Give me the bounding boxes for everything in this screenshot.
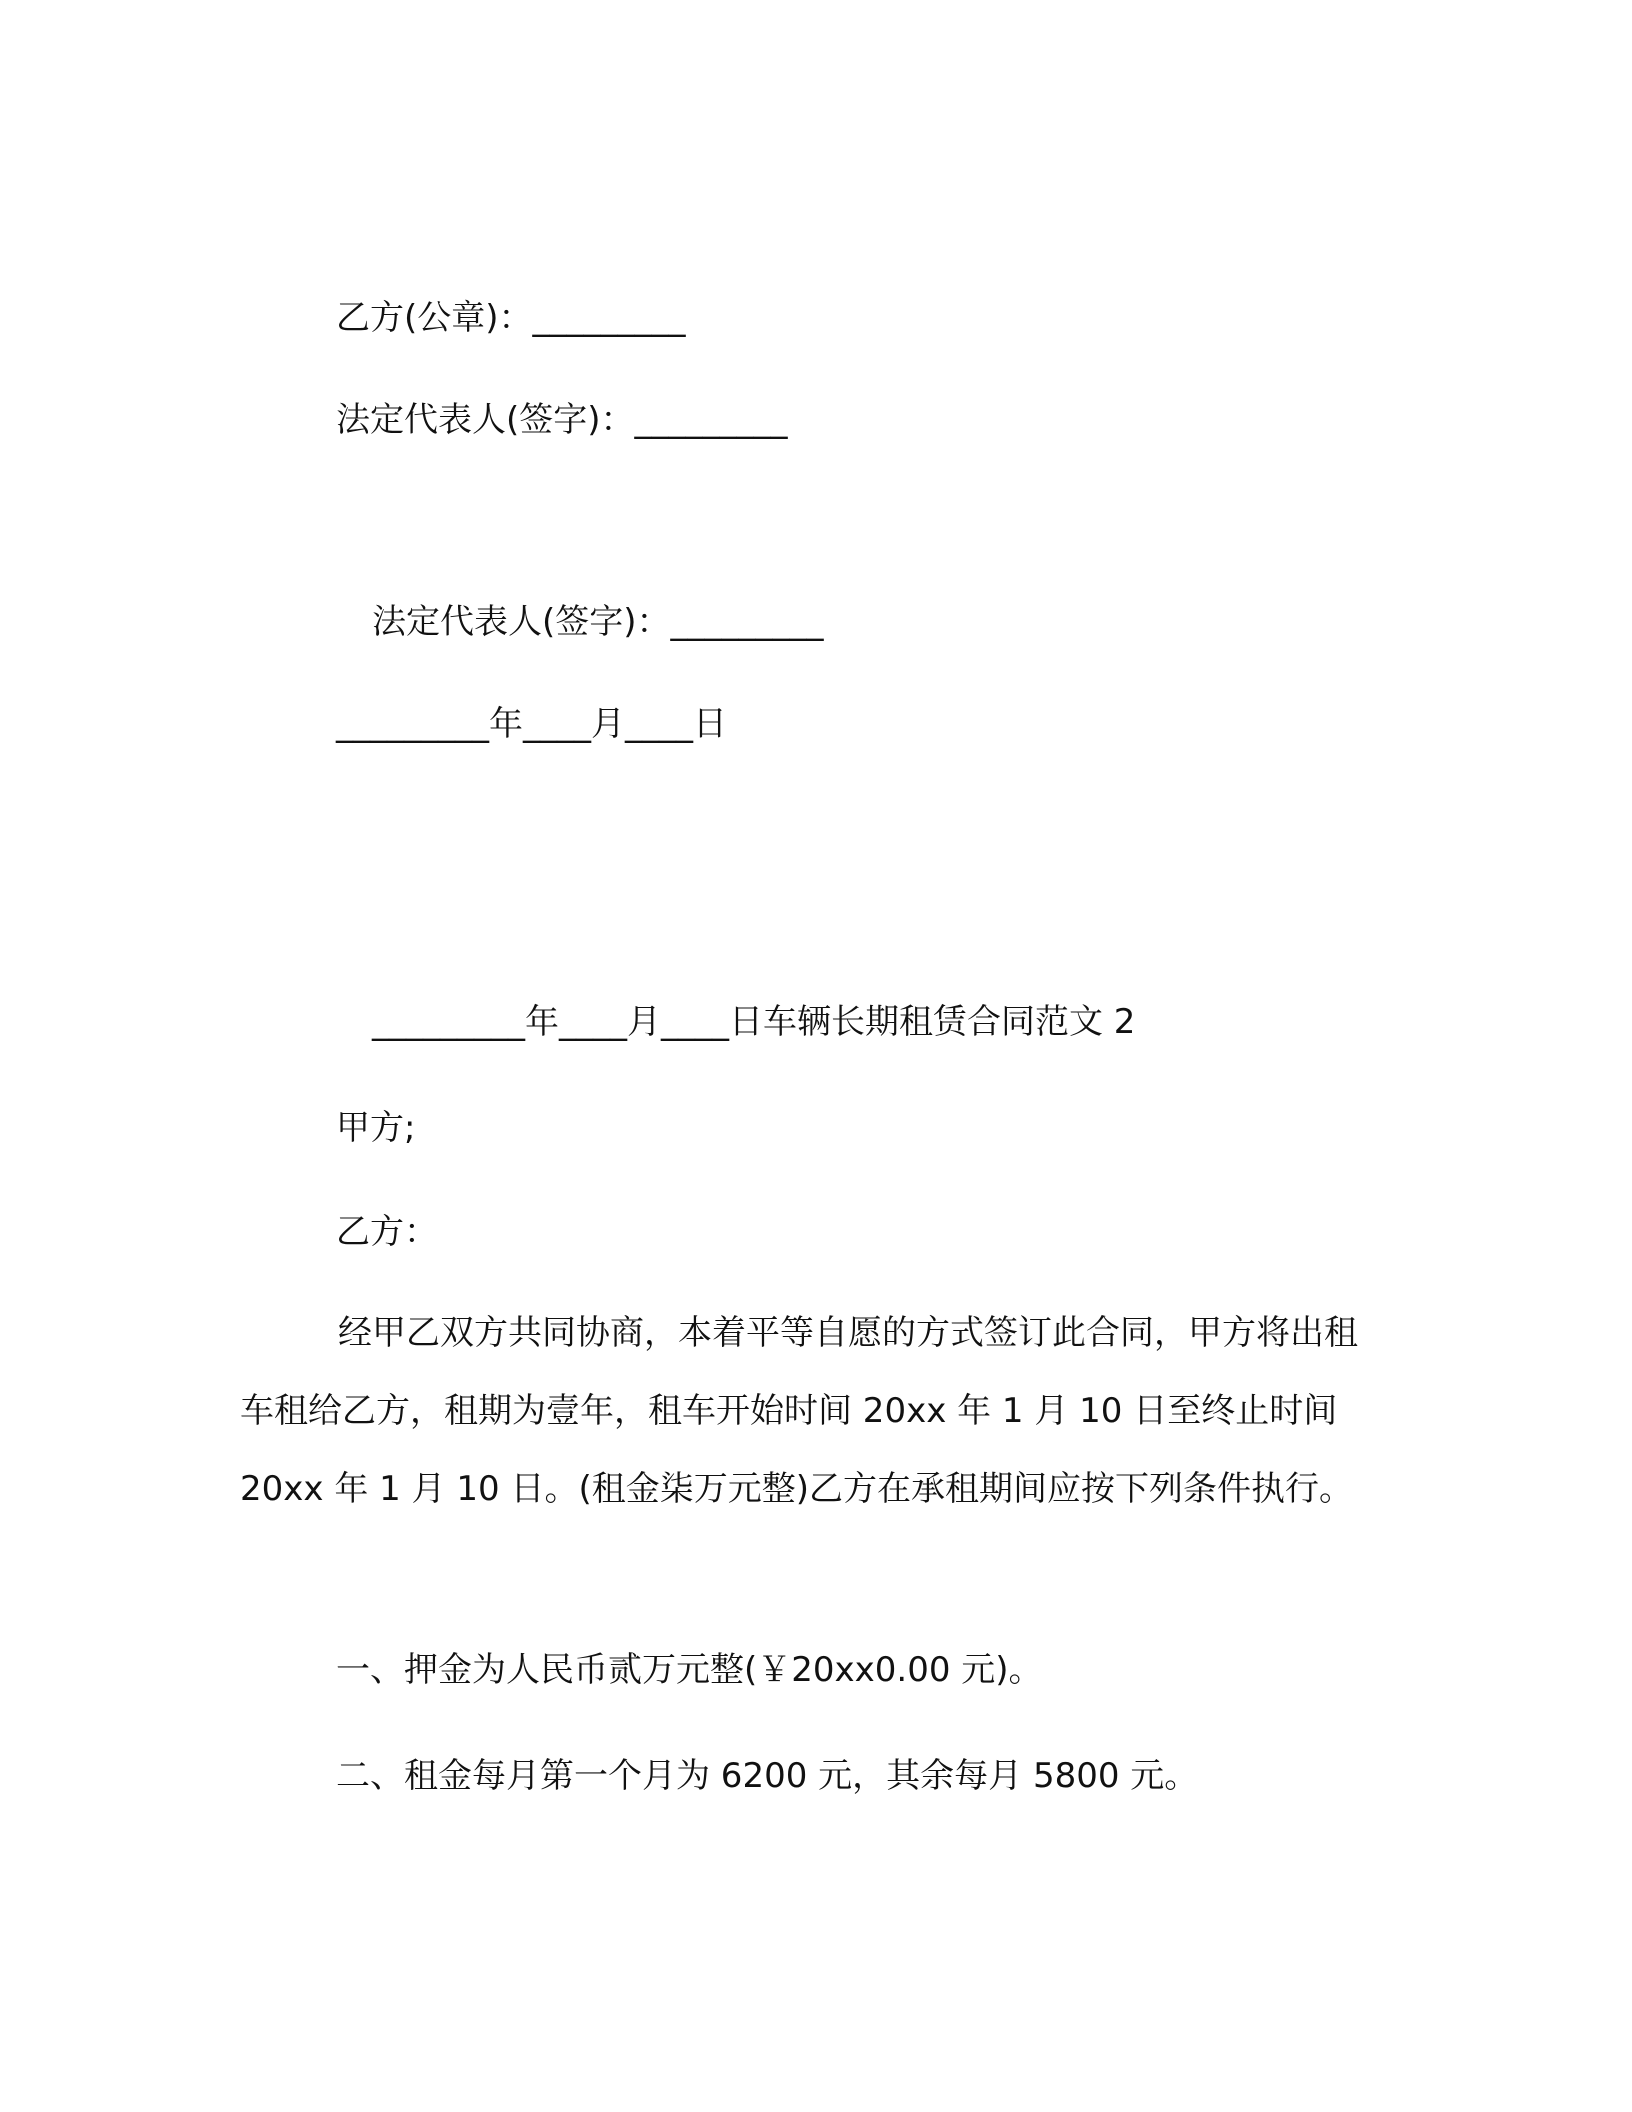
party-a-line: 甲方; [336,1108,416,1148]
signature-date-line: _________年____月____日 [336,704,727,744]
clause-deposit: 一、押金为人民币贰万元整(￥20xx0.00 元)。 [336,1650,1043,1690]
intro-paragraph-text: 经甲乙双方共同协商，本着平等自愿的方式签订此合同，甲方将出租车租给乙方，租期为壹年，租车开始时间 20xx 年 1 月 10 日至终止时间 20xx 年 1 月 10 日。(租金柒万元整)乙方在承租期间应按下列条件执行。 [240,1313,1358,1509]
legal-representative-signature-line: 法定代表人(签字)：_________ [336,400,788,440]
contract-title-line: _________年____月____日车辆长期租赁合同范文 2 [372,1002,1136,1042]
clause-rent: 二、租金每月第一个月为 6200 元，其余每月 5800 元。 [336,1756,1199,1796]
party-b-seal-line: 乙方(公章)：_________ [336,298,686,338]
intro-paragraph [240,1294,1384,1528]
legal-representative-signature-line-2: 法定代表人(签字)：_________ [372,602,824,642]
party-b-line: 乙方： [336,1212,438,1252]
